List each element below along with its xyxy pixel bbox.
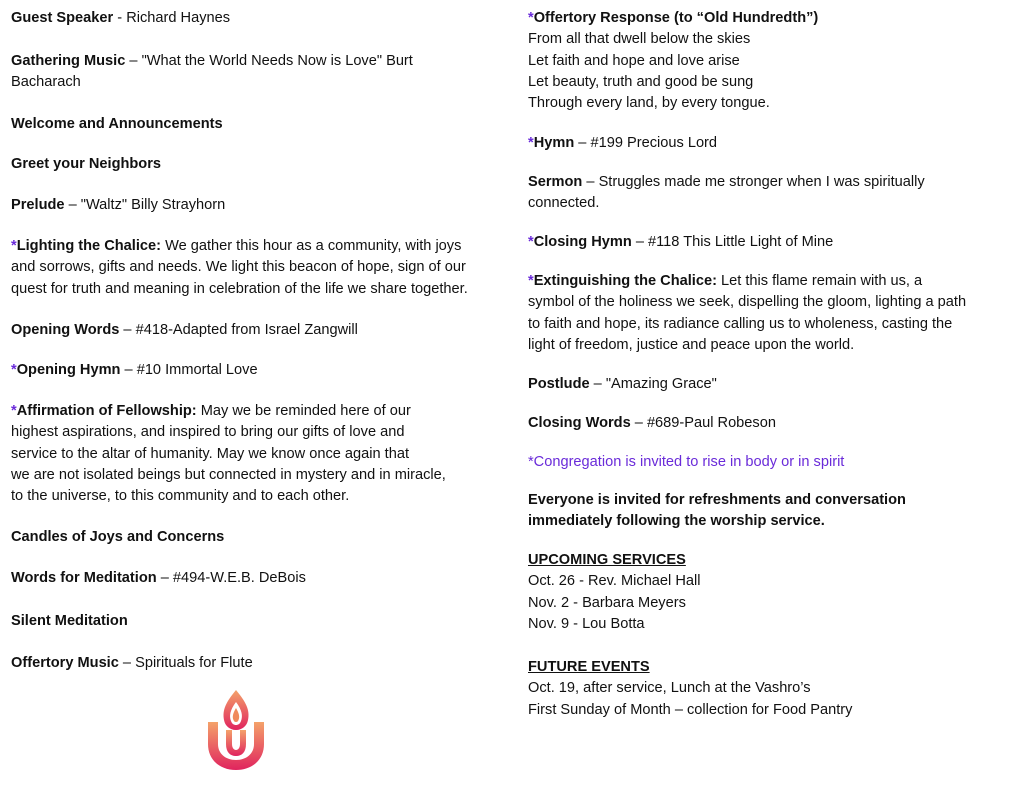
prelude-label: Prelude [11, 197, 65, 213]
stand-marker: * [11, 238, 17, 254]
stand-marker: * [11, 403, 17, 419]
stand-marker: * [528, 234, 534, 250]
upcoming-services [528, 550, 1018, 635]
candles-joys-concerns [11, 527, 503, 548]
affirmation-line: service to the altar of humanity. May we know once again that [11, 445, 410, 462]
offertory-music [11, 653, 503, 674]
postlude-label: Postlude [528, 376, 590, 392]
hymn-label: Hymn [533, 135, 575, 151]
refreshments-line: immediately following the worship service. [528, 513, 825, 530]
guest-speaker-label: Guest Speaker [11, 10, 114, 26]
affirmation-line: May we be reminded here of our [196, 403, 411, 419]
meditation-words-text: #494-W.E.B. DeBois [172, 570, 306, 586]
affirmation-fellowship [11, 401, 503, 507]
sermon-title: Struggles made me stronger when I was spiritually [598, 174, 925, 190]
lighting-line: quest for truth and meaning in celebration of the life we share together. [11, 280, 468, 297]
opening-hymn-label: Opening Hymn [16, 362, 121, 378]
separator: – [582, 174, 599, 190]
opening-words [11, 320, 503, 341]
separator: – [156, 570, 173, 586]
affirmation-line: we are not isolated beings but connected in mystery and in miracle, [11, 466, 446, 483]
offertory-music-label: Offertory Music [11, 655, 119, 671]
extinguishing-line: Let this flame remain with us, a [716, 273, 923, 289]
opening-hymn [11, 360, 503, 381]
list-item: Nov. 9 - Lou Botta [528, 615, 645, 632]
guest-speaker-name: Richard Haynes [126, 10, 231, 26]
separator: – [125, 53, 142, 69]
sermon-title-cont: connected. [528, 195, 600, 212]
prelude-text: "Waltz" Billy Strayhorn [80, 197, 226, 213]
silent-meditation-label: Silent Meditation [11, 613, 128, 629]
extinguishing-line: symbol of the holiness we seek, dispelling the gloom, lighting a path [528, 294, 967, 311]
affirmation-line: to the universe, to this community and to each other. [11, 488, 350, 505]
flaming-chalice-icon [204, 688, 268, 772]
separator: – [574, 135, 591, 151]
separator: – [118, 655, 136, 671]
greet-neighbors [11, 154, 503, 175]
list-item: First Sunday of Month – collection for Food Pantry [528, 701, 853, 718]
stand-marker: * [528, 10, 534, 26]
separator: – [120, 362, 137, 378]
opening-words-label: Opening Words [11, 322, 120, 338]
closing-hymn [528, 232, 1018, 253]
stand-marker: * [528, 273, 534, 289]
gathering-music [11, 51, 503, 94]
closing-hymn-label: Closing Hymn [533, 234, 632, 250]
gathering-music-composer: Bacharach [11, 74, 81, 91]
welcome-label: Welcome and Announcements [11, 116, 223, 132]
offertory-response-label: Offertory Response (to “Old Hundredth”) [533, 10, 819, 26]
separator: – [64, 197, 81, 213]
gathering-music-label: Gathering Music [11, 53, 126, 69]
separator: – [630, 415, 647, 431]
silent-meditation [11, 611, 503, 632]
lighting-chalice [11, 236, 503, 300]
future-events-heading: FUTURE EVENTS [528, 659, 650, 675]
lighting-chalice-label: Lighting the Chalice: [16, 238, 162, 254]
prelude [11, 195, 503, 216]
extinguishing-label: Extinguishing the Chalice: [533, 273, 717, 289]
offertory-response [528, 8, 1018, 114]
candles-label: Candles of Joys and Concerns [11, 529, 225, 545]
separator: – [631, 234, 649, 250]
upcoming-services-heading: UPCOMING SERVICES [528, 552, 686, 568]
extinguishing-line: to faith and hope, its radiance calling us to wholeness, casting the [528, 315, 953, 332]
separator: – [119, 322, 136, 338]
separator: - [113, 10, 127, 26]
hymn [528, 133, 1018, 154]
extinguishing-line: light of freedom, justice and peace upon the world. [528, 336, 855, 353]
verse-line: Let beauty, truth and good be sung [528, 73, 754, 90]
lighting-line: and sorrows, gifts and needs. We light this beacon of hope, sign of our [11, 259, 466, 276]
hymn-text: #199 Precious Lord [590, 135, 718, 151]
stand-marker: * [528, 135, 534, 151]
closing-words-label: Closing Words [528, 415, 631, 431]
postlude-text: "Amazing Grace" [605, 376, 717, 392]
postlude [528, 374, 1018, 395]
guest-speaker [11, 8, 503, 29]
opening-words-text: #418-Adapted from Israel Zangwill [135, 322, 358, 338]
affirmation-label: Affirmation of Fellowship: [16, 403, 197, 419]
stand-marker: * [11, 362, 17, 378]
list-item: Nov. 2 - Barbara Meyers [528, 594, 686, 611]
affirmation-line: highest aspirations, and inspired to bring our gifts of love and [11, 424, 405, 441]
congregation-note [528, 452, 1018, 473]
congregation-note-text: *Congregation is invited to rise in body or in spirit [528, 454, 845, 470]
verse-line: From all that dwell below the skies [528, 31, 751, 48]
closing-words-text: #689-Paul Robeson [646, 415, 776, 431]
closing-hymn-text: #118 This Little Light of Mine [648, 234, 834, 250]
list-item: Oct. 26 - Rev. Michael Hall [528, 573, 701, 590]
gathering-music-title: "What the World Needs Now is Love" Burt [141, 53, 413, 69]
welcome-announcements [11, 114, 503, 135]
verse-line: Through every land, by every tongue. [528, 95, 770, 112]
list-item: Oct. 19, after service, Lunch at the Vashro’s [528, 680, 811, 697]
future-events [528, 657, 1018, 721]
closing-words [528, 413, 1018, 434]
offertory-music-text: Spirituals for Flute [135, 655, 253, 671]
greet-label: Greet your Neighbors [11, 156, 162, 172]
separator: – [589, 376, 606, 392]
meditation-words-label: Words for Meditation [11, 570, 157, 586]
sermon-label: Sermon [528, 174, 583, 190]
refreshments-line: Everyone is invited for refreshments and conversation [528, 492, 906, 508]
lighting-line: We gather this hour as a community, with joys [161, 238, 462, 254]
extinguishing-chalice [528, 271, 1018, 356]
opening-hymn-text: #10 Immortal Love [136, 362, 258, 378]
refreshments-note [528, 490, 1018, 533]
sermon [528, 172, 1018, 215]
words-for-meditation [11, 568, 503, 589]
verse-line: Let faith and hope and love arise [528, 52, 740, 69]
